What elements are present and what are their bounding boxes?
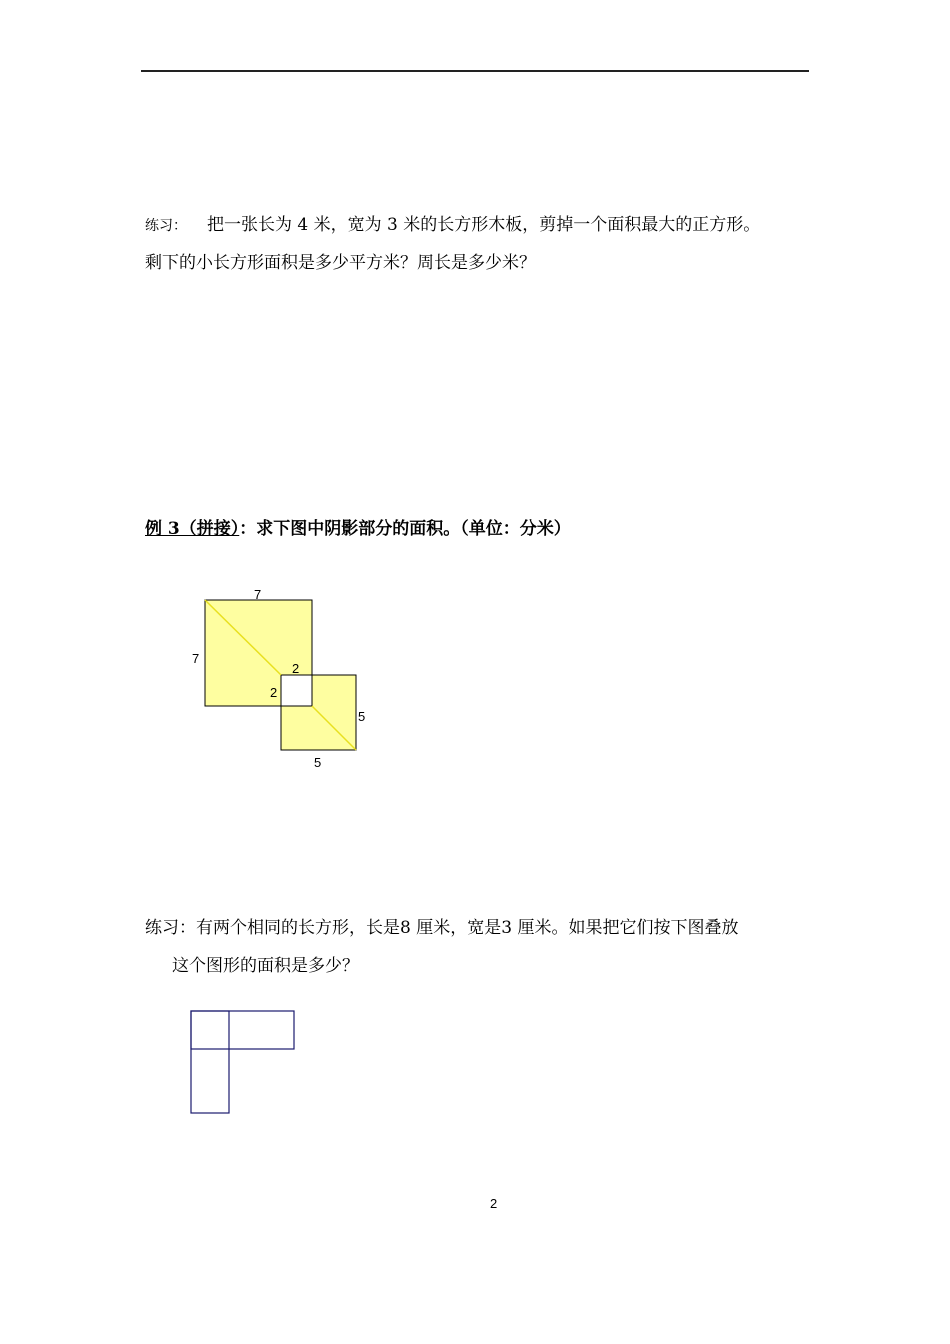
practice2-line2: 这个图形的面积是多少？ [172, 956, 359, 976]
vertical-rectangle [191, 1011, 229, 1113]
example3-label: 例 3（拼接） [145, 519, 240, 539]
label-inner-top: 2 [292, 661, 300, 676]
example3-figure [192, 587, 365, 770]
label-inner-left: 2 [270, 685, 278, 700]
example3-text: ：求下图中阴影部分的面积。（单位：分米） [239, 519, 571, 539]
practice2-figure [191, 1011, 294, 1113]
practice2-line1: 练习：有两个相同的长方形，长是8 厘米，宽是3 厘米。如果把它们按下图叠放 [145, 918, 739, 938]
label-big-left: 7 [192, 651, 200, 666]
label-big-top: 7 [254, 587, 262, 602]
practice1-text: 把一张长为 4 米，宽为 3 米的长方形木板，剪掉一个面积最大的正方形。 [207, 215, 761, 235]
practice1-line2: 剩下的小长方形面积是多少平方米？周长是多少米？ [145, 253, 536, 273]
label-small-right: 5 [358, 709, 366, 724]
page-number: 2 [490, 1196, 498, 1211]
horizontal-rectangle [191, 1011, 294, 1049]
label-small-bottom: 5 [314, 755, 322, 770]
practice1-label: 练习： [145, 218, 187, 234]
overlap-square [281, 675, 312, 706]
